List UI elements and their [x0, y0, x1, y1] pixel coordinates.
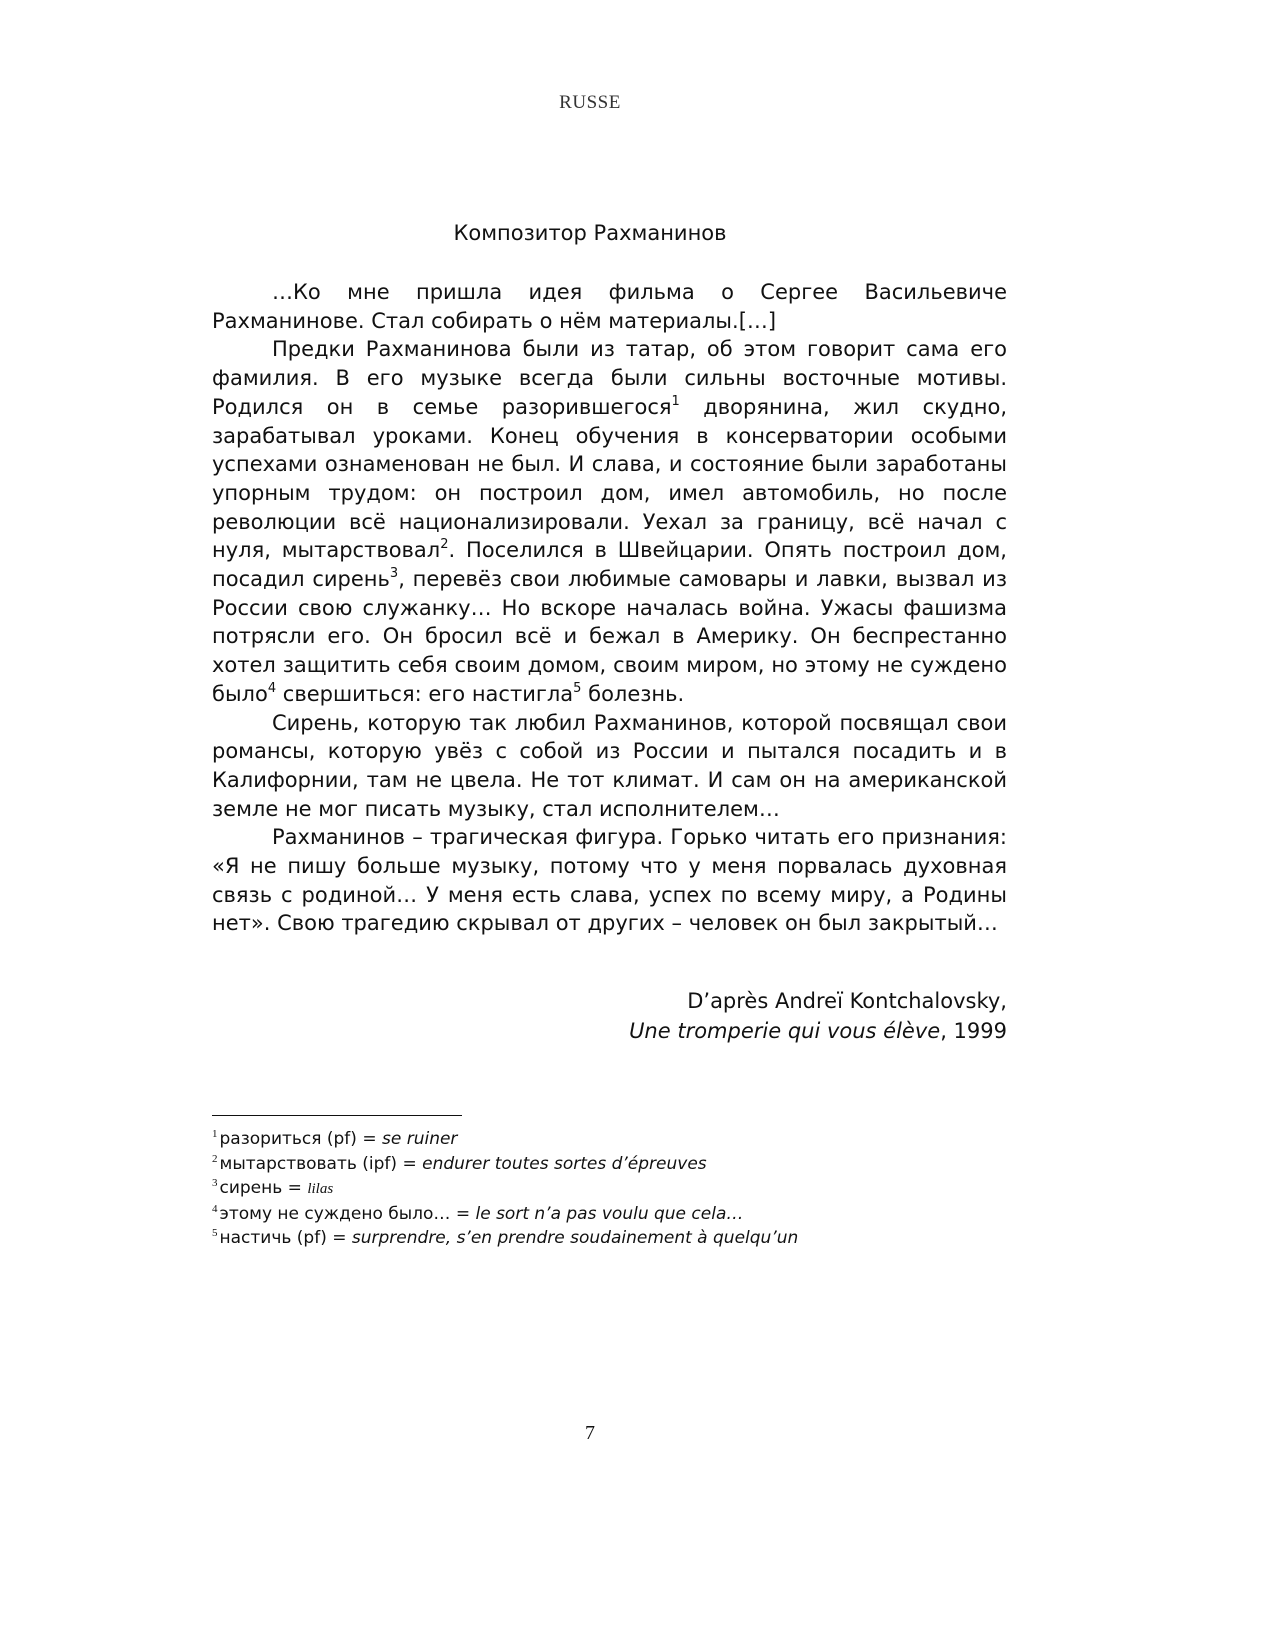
footnote-number: 4: [212, 1202, 218, 1215]
paragraph-2-text: Предки Рахманинова были из татар, об этом говорит сама его фамилия. В его музыке всегда были сильны восточные мотивы. Родился он в семье разорившегося: [212, 337, 1007, 419]
attribution-author: D’après Andreï Kontchalovsky,: [687, 989, 1007, 1013]
footnote-marker-1: 1: [671, 393, 680, 409]
footnote-1: [212, 1127, 1032, 1152]
footnote-translation: surprendre, s’en prendre soudainement à quelqu’un: [351, 1228, 799, 1248]
paragraph-2-text: . Поселился в Швейцарии. Опять построил дом, посадил сирень: [212, 538, 1007, 592]
footnote-marker-5: 5: [573, 680, 582, 696]
footnote-term: сирень =: [219, 1178, 308, 1198]
footnote-translation: le sort n’a pas voulu que cela…: [475, 1203, 744, 1224]
page-number: 7: [585, 1422, 595, 1444]
article-body: [212, 278, 1007, 938]
paragraph-2-text: дворянина, жил скудно, зарабатывал уроками. Конец обучения в консерватории особыми успехами ознаменован не был. И слава, и состояние были заработаны упорным трудом: он построил дом, имел автомобиль, но после революции всё национализировали. Уехал за границу, всё начал с нуля, мытарствовал: [212, 394, 1007, 563]
footnote-marker-4: 4: [267, 680, 277, 696]
footnote-2: [212, 1152, 1032, 1177]
attribution-year: , 1999: [940, 1019, 1007, 1043]
footnote-number: 5: [212, 1227, 218, 1239]
footnote-marker-3: 3: [389, 566, 399, 582]
footnote-number: 1: [212, 1128, 218, 1140]
footnote-term: мытарствовать (ipf) =: [219, 1153, 423, 1174]
footnote-translation: endurer toutes sortes d’épreuves: [422, 1153, 707, 1174]
footnote-5: [212, 1226, 1032, 1251]
attribution-work-title: Une tromperie qui vous élève: [629, 1019, 941, 1043]
footnotes: [212, 1127, 1032, 1251]
footnote-term: разориться (pf) =: [219, 1129, 382, 1149]
paragraph-2: [212, 335, 1007, 708]
footnote-term: этому не суждено было… =: [219, 1203, 476, 1224]
paragraph-2-text: болезнь.: [581, 681, 685, 706]
source-attribution: [629, 986, 1007, 1046]
running-header: RUSSE: [559, 92, 621, 113]
article-title: Композитор Рахманинов: [453, 221, 727, 245]
footnote-translation: se ruiner: [381, 1129, 458, 1149]
footnote-number: 3: [212, 1177, 218, 1189]
paragraph-1: …Ко мне пришла идея фильма о Сергее Васильевиче Рахманинове. Стал собирать о нём материалы.[…]: [212, 280, 1007, 333]
footnote-number: 2: [212, 1152, 218, 1165]
attribution-work-line: [629, 1016, 1007, 1046]
footnote-marker-2: 2: [440, 537, 449, 553]
footnote-translation: lilas: [307, 1181, 334, 1197]
paragraph-3: Сирень, которую так любил Рахманинов, которой посвящал свои романсы, которую увёз с собой из России и пытался посадить и в Калифорнии, там не цвела. Не тот климат. И сам он на американской земле не мог писать музыку, стал исполнителем…: [212, 710, 1007, 821]
footnote-3: [212, 1176, 1032, 1202]
paragraph-4: Рахманинов – трагическая фигура. Горько читать его признания: «Я не пишу больше музыку, потому что у меня порвалась духовная связь с родиной… У меня есть слава, успех по всему миру, а Родины нет». Свою трагедию скрывал от других – человек он был закрытый…: [212, 825, 1007, 936]
footnote-divider: [212, 1115, 462, 1116]
paragraph-2-text: свершиться: его настигла: [276, 681, 574, 706]
footnote-4: [212, 1202, 1032, 1227]
paragraph-2-text: , перевёз свои любимые самовары и лавки, вызвал из России свою служанку… Но вскоре началась война. Ужасы фашизма потрясли его. Он бросил всё и бежал в Америку. Он беспрестанно хотел защитить себя своим домом, своим миром, но этому не суждено было: [212, 567, 1007, 706]
footnote-term: настичь (pf) =: [219, 1228, 352, 1248]
